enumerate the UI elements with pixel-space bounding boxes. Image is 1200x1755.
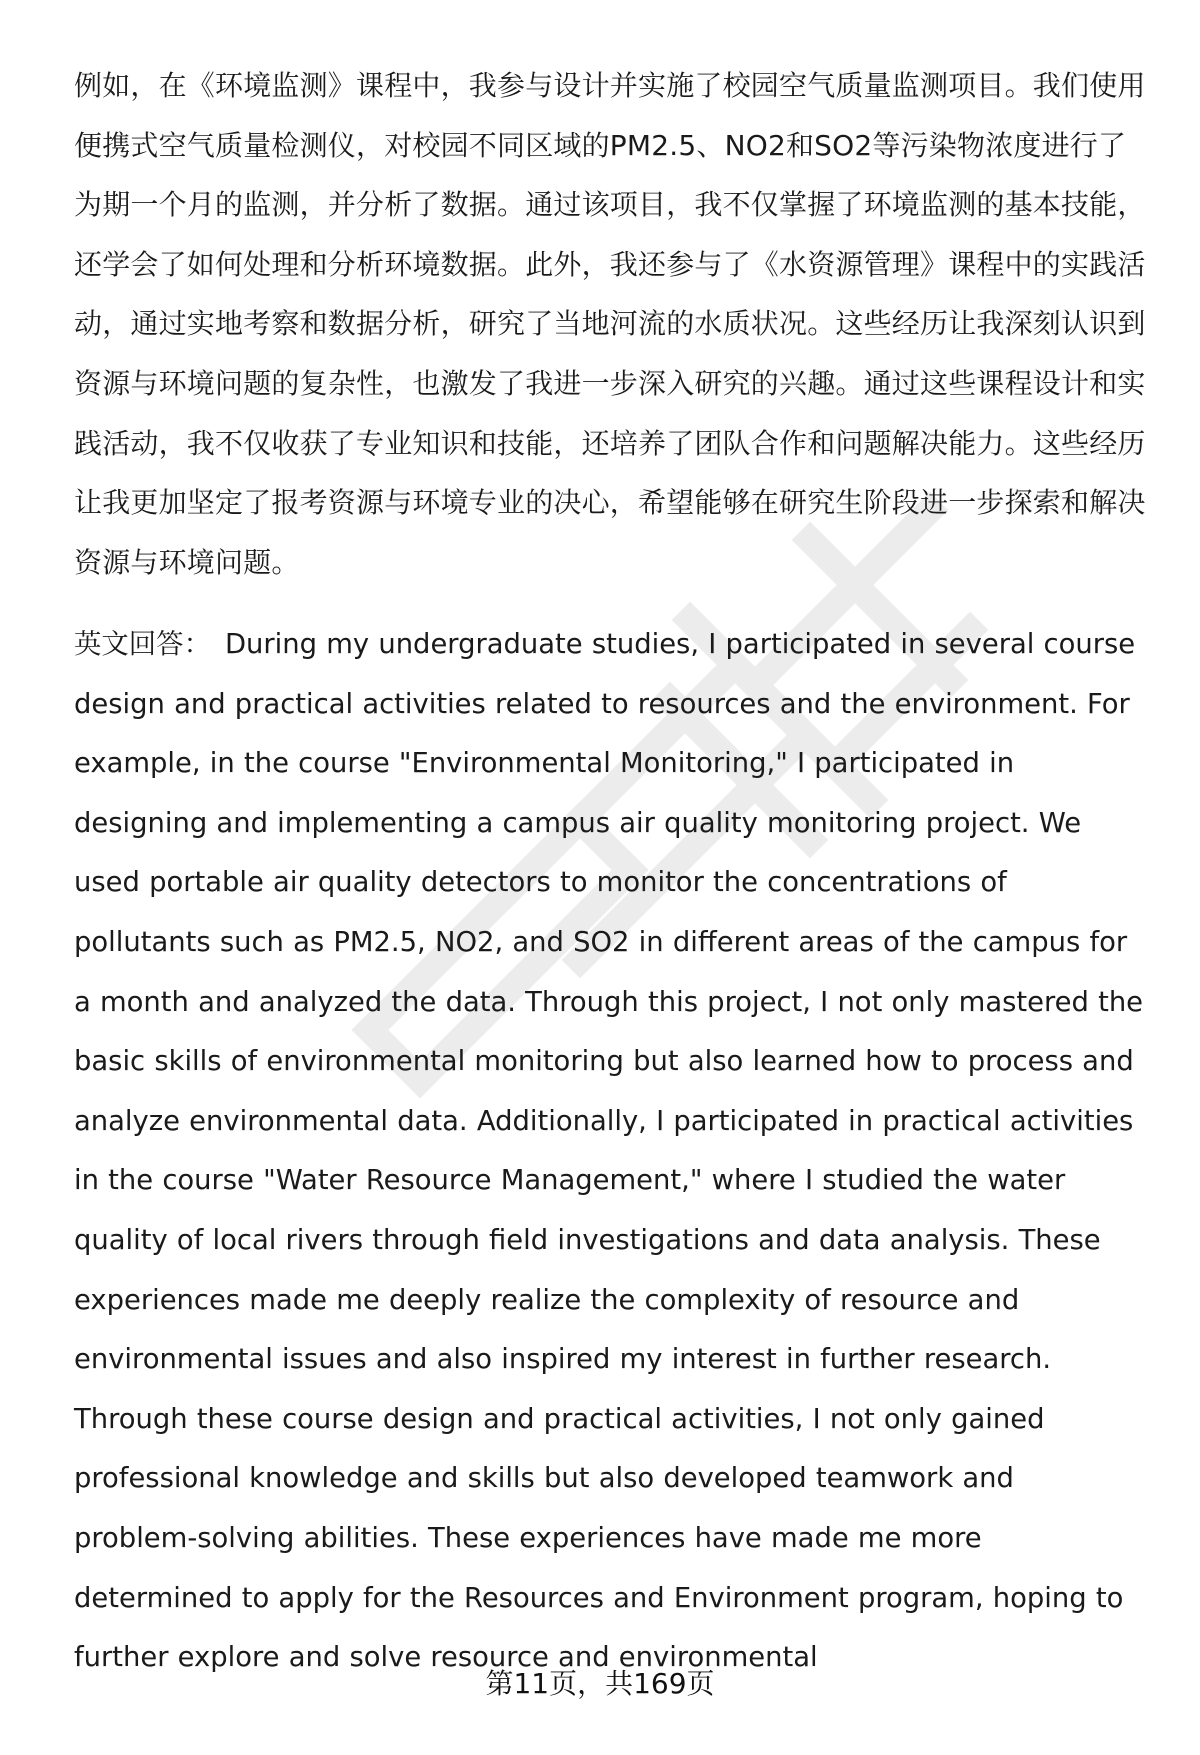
page-number-footer: 第11页，共169页 [485,1667,715,1700]
english-answer-label: 英文回答： [74,629,211,660]
english-answer-text: During my undergraduate studies, I participated in several course design and practical activities related to resources and the environment. For example, in the course "Environmental Monitoring," I participated in designing and implementing a campus air quality monitoring project. We used portable air quality detectors to monitor the concentrations of pollutants such as PM2.5, NO2, and SO2 in different areas of the campus for a month and analyzed the data. Through this project, I not only mastered the basic skills of environmental monitoring but also learned how to process and analyze environmental data. Additionally, I participated in practical activities in the course "Water Resource Management," where I studied the water quality of local rivers through field investigations and data analysis. These experiences made me deeply realize the complexity of resource and environmental issues and also inspired my interest in further research. Through these course design and practical activities, I not only gained professional knowledge and skills but also developed teamwork and problem-solving abilities. These experiences have made me more determined to apply for the Resources and Environment program, hoping to further explore and solve resource and environmental [74,629,1144,1674]
chinese-paragraph: 例如，在《环境监测》课程中，我参与设计并实施了校园空气质量监测项目。我们使用便携式空气质量检测仪，对校园不同区域的PM2.5、NO2和SO2等污染物浓度进行了为期一个月的监测，并分析了数据。通过该项目，我不仅掌握了环境监测的基本技能，还学会了如何处理和分析环境数据。此外，我还参与了《水资源管理》课程中的实践活动，通过实地考察和数据分析，研究了当地河流的水质状况。这些经历让我深刻认识到资源与环境问题的复杂性，也激发了我进一步深入研究的兴趣。通过这些课程设计和实践活动，我不仅收获了专业知识和技能，还培养了团队合作和问题解决能力。这些经历让我更加坚定了报考资源与环境专业的决心，希望能够在研究生阶段进一步探索和解决资源与环境问题。 [74,69,1146,579]
english-answer-paragraph [74,615,1146,1688]
